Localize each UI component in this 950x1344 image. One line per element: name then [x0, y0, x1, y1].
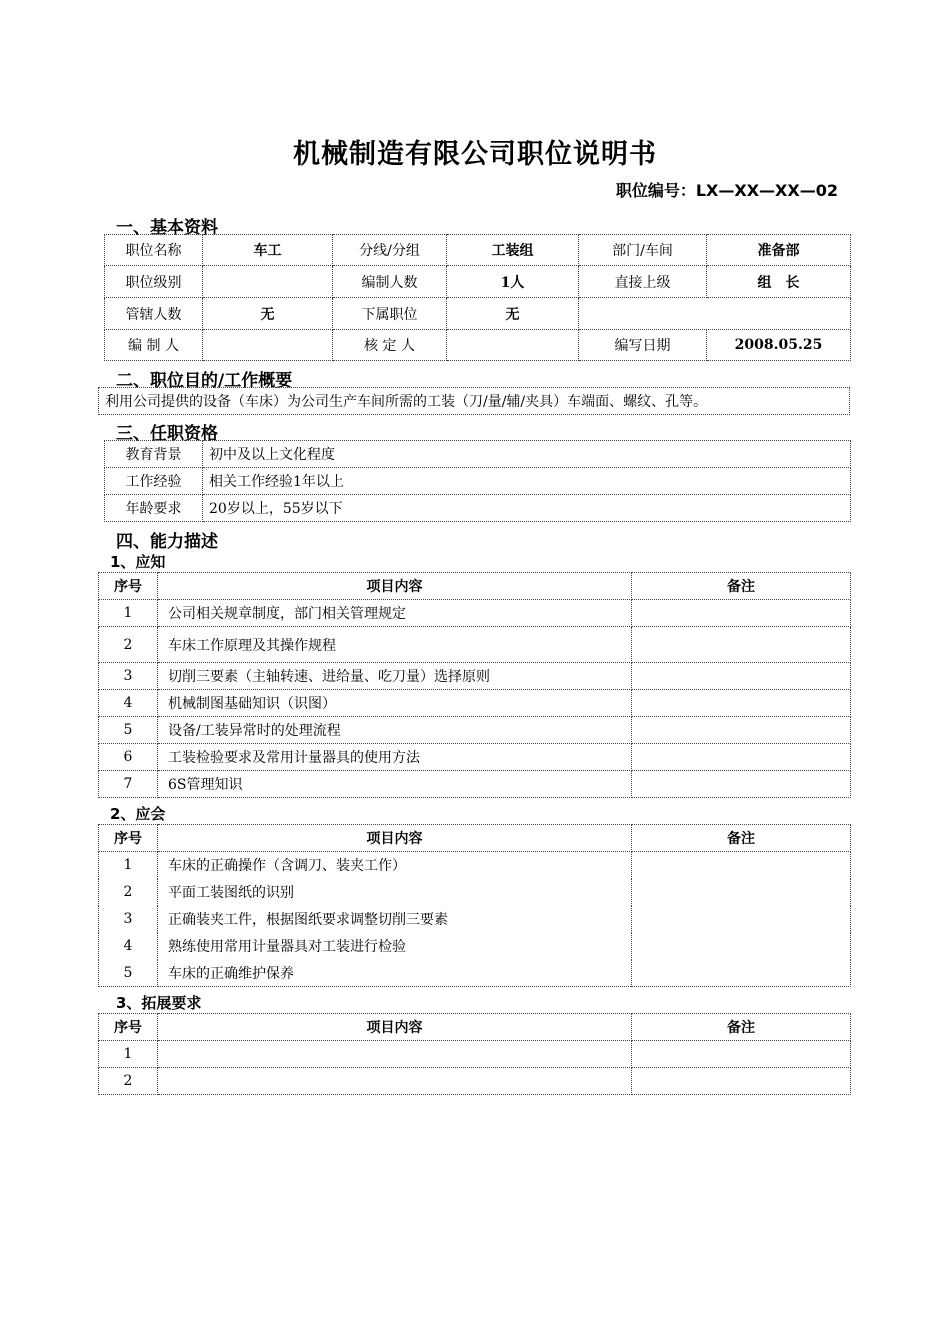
basic-row: [105, 266, 851, 298]
row-remark: [632, 717, 851, 744]
row-seq: 2: [99, 1068, 158, 1095]
position-code: 职位编号：LX—XX—XX—02: [615, 181, 838, 200]
basic-row: [105, 298, 851, 330]
value-subordinate: 无: [447, 298, 579, 330]
row-content: 平面工装图纸的识别: [158, 879, 632, 906]
row-seq: 3: [99, 663, 158, 690]
value-author: [203, 330, 333, 361]
skill-header-row: [99, 825, 851, 852]
qualification-row: [105, 441, 851, 468]
label-write-date: 编写日期: [579, 330, 707, 361]
row-remark: [632, 690, 851, 717]
row-seq: 1: [99, 852, 158, 879]
row-seq: 2: [99, 879, 158, 906]
table-row: [99, 852, 851, 879]
qualification-row: [105, 468, 851, 495]
table-row: [99, 663, 851, 690]
qualification-table: [104, 440, 851, 522]
row-remark: [632, 744, 851, 771]
skill-remark: [632, 852, 851, 987]
extend-header-row: [99, 1014, 851, 1041]
table-row: [99, 744, 851, 771]
row-seq: 7: [99, 771, 158, 798]
label-managed-count: 管辖人数: [105, 298, 203, 330]
value-age: 20岁以上，55岁以下: [203, 495, 851, 522]
row-remark: [632, 1068, 851, 1095]
purpose-table: [98, 387, 850, 415]
table-row: [99, 1041, 851, 1068]
row-content: 6S管理知识: [158, 771, 632, 798]
basic-info-table: [104, 234, 851, 361]
label-age: 年龄要求: [105, 495, 203, 522]
value-education: 初中及以上文化程度: [203, 441, 851, 468]
label-position-name: 职位名称: [105, 235, 203, 266]
row-content: 正确装夹工件，根据图纸要求调整切削三要素: [158, 906, 632, 933]
col-content: 项目内容: [158, 825, 632, 852]
col-seq: 序号: [99, 825, 158, 852]
purpose-row: [99, 388, 850, 415]
row-seq: 4: [99, 933, 158, 960]
row-content: 切削三要素（主轴转速、进给量、吃刀量）选择原则: [158, 663, 632, 690]
row-seq: 5: [99, 960, 158, 987]
row-content: 车床的正确维护保养: [158, 960, 632, 987]
table-row: [99, 690, 851, 717]
document-title: 机械制造有限公司职位说明书: [293, 139, 657, 170]
label-headcount: 编制人数: [333, 266, 447, 298]
table-row: [99, 1068, 851, 1095]
row-content: 车床的正确操作（含调刀、装夹工作）: [158, 852, 632, 879]
col-seq: 序号: [99, 573, 158, 600]
value-position-level: [203, 266, 333, 298]
row-seq: 4: [99, 690, 158, 717]
value-managed-count: 无: [203, 298, 333, 330]
col-content: 项目内容: [158, 573, 632, 600]
col-seq: 序号: [99, 1014, 158, 1041]
col-remark: 备注: [632, 573, 851, 600]
value-write-date: 2008.05.25: [707, 330, 851, 361]
row-seq: 1: [99, 1041, 158, 1068]
table-row: [99, 627, 851, 663]
value-headcount: 1人: [447, 266, 579, 298]
row-content: 设备/工装异常时的处理流程: [158, 717, 632, 744]
row-remark: [632, 1041, 851, 1068]
row-content: [158, 1068, 632, 1095]
basic-row: [105, 330, 851, 361]
table-row: [99, 717, 851, 744]
label-position-level: 职位级别: [105, 266, 203, 298]
row-seq: 1: [99, 600, 158, 627]
row-seq: 2: [99, 627, 158, 663]
skill-table: [98, 824, 851, 987]
row-content: 机械制图基础知识（识图）: [158, 690, 632, 717]
label-line-group: 分线/分组: [333, 235, 447, 266]
basic-row: [105, 235, 851, 266]
row-content: 工装检验要求及常用计量器具的使用方法: [158, 744, 632, 771]
know-table: [98, 572, 851, 798]
row-remark: [632, 600, 851, 627]
value-supervisor: 组 长: [707, 266, 851, 298]
empty-cell: [579, 298, 851, 330]
extend-heading: 3、拓展要求: [116, 994, 202, 1012]
value-experience: 相关工作经验1年以上: [203, 468, 851, 495]
value-line-group: 工装组: [447, 235, 579, 266]
label-subordinate: 下属职位: [333, 298, 447, 330]
label-experience: 工作经验: [105, 468, 203, 495]
section-qualification-heading: 三、任职资格: [116, 424, 218, 444]
row-content: 熟练使用常用计量器具对工装进行检验: [158, 933, 632, 960]
row-content: [158, 1041, 632, 1068]
label-education: 教育背景: [105, 441, 203, 468]
row-content: 车床工作原理及其操作规程: [158, 627, 632, 663]
col-remark: 备注: [632, 825, 851, 852]
extend-table: [98, 1013, 851, 1095]
row-content: 公司相关规章制度，部门相关管理规定: [158, 600, 632, 627]
col-remark: 备注: [632, 1014, 851, 1041]
label-author: 编 制 人: [105, 330, 203, 361]
row-remark: [632, 663, 851, 690]
row-remark: [632, 771, 851, 798]
row-seq: 5: [99, 717, 158, 744]
row-remark: [632, 627, 851, 663]
qualification-row: [105, 495, 851, 522]
table-row: [99, 600, 851, 627]
skill-heading: 2、应会: [110, 805, 166, 823]
section-ability-heading: 四、能力描述: [116, 532, 218, 552]
label-approver: 核 定 人: [333, 330, 447, 361]
table-row: [99, 771, 851, 798]
value-position-name: 车工: [203, 235, 333, 266]
row-seq: 6: [99, 744, 158, 771]
section-basic-heading: 一、基本资料: [116, 218, 218, 238]
col-content: 项目内容: [158, 1014, 632, 1041]
label-supervisor: 直接上级: [579, 266, 707, 298]
know-heading: 1、应知: [110, 553, 166, 571]
purpose-text: 利用公司提供的设备（车床）为公司生产车间所需的工装（刀/量/辅/夹具）车端面、螺纹、孔等。: [99, 388, 850, 415]
row-seq: 3: [99, 906, 158, 933]
value-approver: [447, 330, 579, 361]
value-department: 准备部: [707, 235, 851, 266]
label-department: 部门/车间: [579, 235, 707, 266]
know-header-row: [99, 573, 851, 600]
section-purpose-heading: 二、职位目的/工作概要: [116, 371, 293, 391]
